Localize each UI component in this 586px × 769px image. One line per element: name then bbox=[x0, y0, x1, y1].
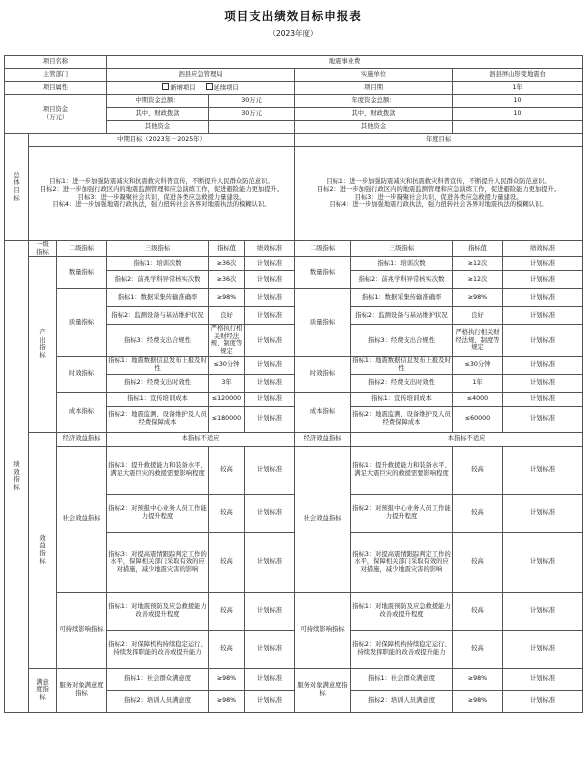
year-l2-social: 社会效益指标 bbox=[295, 446, 351, 592]
header-year-value: 指标值 bbox=[453, 241, 503, 257]
l3-row-8: 指标2：地震监测、设备维护及人员经费保障成本 bbox=[107, 406, 209, 432]
value-row-3: 良好 bbox=[209, 307, 245, 325]
l3-row-9: 本指标不适应 bbox=[107, 432, 295, 446]
standard-row-12: 计划标准 bbox=[245, 532, 295, 592]
value-mid-other bbox=[209, 121, 295, 134]
year-standard-row-14: 计划标准 bbox=[503, 630, 583, 668]
year-l2-sustainability: 可持续影响指标 bbox=[295, 592, 351, 668]
header-year-standard: 绩效标准 bbox=[503, 241, 583, 257]
standard-row-2: 计划标准 bbox=[245, 289, 295, 307]
l3-row-0: 指标1：培训次数 bbox=[107, 257, 209, 271]
header-level3: 三级指标 bbox=[107, 241, 209, 257]
year-value-row-16: ≥98% bbox=[453, 690, 503, 712]
year-value-row-11: 较高 bbox=[453, 494, 503, 532]
form-title: 项目支出绩效目标申报表 bbox=[224, 9, 362, 23]
year-standard-row-11: 计划标准 bbox=[503, 494, 583, 532]
value-mid-total: 30万元 bbox=[209, 95, 295, 108]
year-l3-row-15: 指标1：社会群众满意度 bbox=[351, 668, 453, 690]
year-l2-timeliness: 时效指标 bbox=[295, 356, 351, 392]
l2-social: 社会效益指标 bbox=[57, 446, 107, 592]
header-year-level3: 三级指标 bbox=[351, 241, 453, 257]
value-row-7: ≤120000 bbox=[209, 392, 245, 406]
value-year-other bbox=[453, 121, 583, 134]
attr-cont-label: 延续项目 bbox=[213, 84, 239, 92]
year-l3-row-9: 本指标不适应 bbox=[351, 432, 583, 446]
header-level2: 二级指标 bbox=[57, 241, 107, 257]
value-year-fiscal: 10 bbox=[453, 108, 583, 121]
header-level1: 一级 指标 bbox=[29, 241, 57, 257]
value-row-8: ≤180000 bbox=[209, 406, 245, 432]
value-row-13: 较高 bbox=[209, 592, 245, 630]
value-row-5: ≤30分钟 bbox=[209, 356, 245, 374]
value-row-4: 严格执行相关财经法规、制度等规定 bbox=[209, 325, 245, 356]
checkbox-continued[interactable] bbox=[206, 83, 213, 90]
value-impl-unit: 泗县屏山形变地震台 bbox=[453, 69, 583, 82]
value-dept: 泗县应急管理局 bbox=[107, 69, 295, 82]
l3-row-11: 指标2：对预报中心业务人员工作能力提升程度 bbox=[107, 494, 209, 532]
l3-row-2: 指标1：数据采集传输准确率 bbox=[107, 289, 209, 307]
performance-goal-table bbox=[4, 55, 583, 713]
l2-economic: 经济效益指标 bbox=[57, 432, 107, 446]
standard-row-8: 计划标准 bbox=[245, 406, 295, 432]
l3-row-15: 指标1：社会群众满意度 bbox=[107, 668, 209, 690]
value-year-total: 10 bbox=[453, 95, 583, 108]
value-row-15: ≥98% bbox=[209, 668, 245, 690]
l3-row-4: 指标3：经费支出合规性 bbox=[107, 325, 209, 356]
l3-row-13: 指标1：对地震预防及应急救援能力改善或提升程度 bbox=[107, 592, 209, 630]
year-value-row-13: 较高 bbox=[453, 592, 503, 630]
value-row-1: ≥36次 bbox=[209, 271, 245, 289]
category-output: 产 出 指 标 bbox=[29, 257, 57, 432]
year-value-row-5: ≤30分钟 bbox=[453, 356, 503, 374]
l2-sustainability: 可持续影响指标 bbox=[57, 592, 107, 668]
standard-row-4: 计划标准 bbox=[245, 325, 295, 356]
label-perf: 绩 效 指 标 bbox=[5, 241, 29, 713]
label-mid-total: 中期资金总额： bbox=[107, 95, 209, 108]
year-standard-row-3: 计划标准 bbox=[503, 307, 583, 325]
l3-row-7: 指标1：宣传培训成本 bbox=[107, 392, 209, 406]
year-standard-row-13: 计划标准 bbox=[503, 592, 583, 630]
year-value-row-7: ≤4000 bbox=[453, 392, 503, 406]
value-row-11: 较高 bbox=[209, 494, 245, 532]
year-value-row-10: 较高 bbox=[453, 446, 503, 494]
header-value: 指标值 bbox=[209, 241, 245, 257]
year-l2-quality: 质量指标 bbox=[295, 289, 351, 356]
year-l3-row-11: 指标2：对预报中心业务人员工作能力提升程度 bbox=[351, 494, 453, 532]
l3-row-14: 指标2：对保障机构持续稳定运行、持续发挥职能的改善或提升能力 bbox=[107, 630, 209, 668]
year-standard-row-5: 计划标准 bbox=[503, 356, 583, 374]
value-row-0: ≥36次 bbox=[209, 257, 245, 271]
l3-row-16: 指标2：培训人员满意度 bbox=[107, 690, 209, 712]
l2-quantity: 数量指标 bbox=[57, 257, 107, 289]
label-year-total: 年度资金总额： bbox=[295, 95, 453, 108]
label-year-goal: 年度目标 bbox=[295, 134, 583, 147]
year-l2-satisfaction: 服务对象满意度指标 bbox=[295, 668, 351, 712]
standard-row-13: 计划标准 bbox=[245, 592, 295, 630]
standard-row-1: 计划标准 bbox=[245, 271, 295, 289]
l3-row-10: 指标1：提升救援能力和装备水平、满足大震巨灾的救援需要影响程度 bbox=[107, 446, 209, 494]
year-l3-row-5: 指标1：地震数据信息发布上报及时性 bbox=[352, 357, 451, 373]
year-goal-text: 目标1：进一步加强防震减灾和抗震救灾科普宣传，不断提升人民群众防范意识。 目标2：进一步加强行政区内的地震监测管理和应急演练工作，促进避险能力更加提升。 目标3：进一步凝聚社会共识，促进各类应急救援力量建设。 目标4：进一步加强地震行政执法，强力扭转社会各界对地震执法的模糊认识。 bbox=[295, 147, 583, 241]
year-value-row-4: 严格执行相关财经法规、制度等规定 bbox=[453, 325, 503, 356]
standard-row-5: 计划标准 bbox=[245, 356, 295, 374]
l2-timeliness: 时效指标 bbox=[57, 356, 107, 392]
header-year-level2: 二级指标 bbox=[295, 241, 351, 257]
year-l2-economic: 经济效益指标 bbox=[295, 432, 351, 446]
value-row-12: 较高 bbox=[209, 532, 245, 592]
value-row-2: ≥98% bbox=[209, 289, 245, 307]
year-l3-row-12: 指标3：对提高震情跟踪判定工作的水平，保障相关部门采取有效的应对措施，减少地震灾害的影响 bbox=[351, 532, 453, 592]
label-period: 项目期 bbox=[295, 82, 453, 95]
year-l3-row-7: 指标1：宣传培训成本 bbox=[351, 392, 453, 406]
label-year-fiscal: 其中，财政拨款 bbox=[295, 108, 453, 121]
category-benefit: 效 益 指 标 bbox=[29, 432, 57, 668]
value-mid-fiscal: 30万元 bbox=[209, 108, 295, 121]
label-funds: 项目资金 （万元） bbox=[5, 95, 107, 134]
year-l2-cost: 成本指标 bbox=[295, 392, 351, 432]
label-year-other: 其他资金 bbox=[295, 121, 453, 134]
label-mid-goal: 中期目标（2023年－2025年） bbox=[29, 134, 295, 147]
year-standard-row-4: 计划标准 bbox=[503, 325, 583, 356]
mid-goal-text: 目标1：进一步加强防震减灾和抗震救灾科普宣传，不断提升人民群众防范意识。 目标2：进一步加强行政区内的地震监测管理和应急演练工作，促进避险能力更加提升。 目标3：进一步凝聚社会共识，促进各类应急救援力量建设。 目标4：进一步加强地震行政执法，强力扭转社会各界对地震执法的模糊认识。 bbox=[29, 147, 295, 241]
standard-row-14: 计划标准 bbox=[245, 630, 295, 668]
year-standard-row-0: 计划标准 bbox=[503, 257, 583, 271]
year-l3-row-0: 指标1：培训次数 bbox=[351, 257, 453, 271]
standard-row-0: 计划标准 bbox=[245, 257, 295, 271]
year-l3-row-6: 指标2：经费支出时效性 bbox=[351, 374, 453, 392]
year-value-row-0: ≥12次 bbox=[453, 257, 503, 271]
standard-row-7: 计划标准 bbox=[245, 392, 295, 406]
year-standard-row-8: 计划标准 bbox=[503, 406, 583, 432]
year-l3-row-13: 指标1：对地震预防及应急救援能力改善或提升程度 bbox=[351, 592, 453, 630]
l3-row-1: 指标2：前兆学科异常核实次数 bbox=[107, 271, 209, 289]
year-value-row-8: ≤60000 bbox=[453, 406, 503, 432]
year-l3-row-10: 指标1：提升救援能力和装备水平、满足大震巨灾的救援需要影响程度 bbox=[351, 446, 453, 494]
year-value-row-1: ≥12次 bbox=[453, 271, 503, 289]
standard-row-16: 计划标准 bbox=[245, 690, 295, 712]
year-l3-row-8: 指标2：地震监测、设备维护及人员经费保障成本 bbox=[351, 406, 453, 432]
category-satisfaction: 满意 度指 标 bbox=[29, 668, 57, 712]
year-l3-row-3: 指标2：监测设备与基站维护状况 bbox=[351, 307, 453, 325]
year-value-row-2: ≥98% bbox=[453, 289, 503, 307]
attr-checkboxes bbox=[107, 82, 295, 95]
l2-satisfaction: 服务对象满意度指标 bbox=[57, 668, 107, 712]
value-period: 1年 bbox=[453, 82, 583, 95]
label-mid-fiscal: 其中，财政拨款 bbox=[107, 108, 209, 121]
year-l3-row-1: 指标2：前兆学科异常核实次数 bbox=[351, 271, 453, 289]
standard-row-15: 计划标准 bbox=[245, 668, 295, 690]
value-row-14: 较高 bbox=[209, 630, 245, 668]
year-standard-row-12: 计划标准 bbox=[503, 532, 583, 592]
year-standard-row-2: 计划标准 bbox=[503, 289, 583, 307]
year-l3-row-2: 指标1：数据采集传输准确率 bbox=[351, 289, 453, 307]
year-l3-row-4: 指标3：经费支出合规性 bbox=[351, 325, 453, 356]
label-impl-unit: 实施单位 bbox=[295, 69, 453, 82]
year-l2-quantity: 数量指标 bbox=[295, 257, 351, 289]
year-value-row-3: 良好 bbox=[453, 307, 503, 325]
form-year: （2023年度） bbox=[268, 29, 318, 38]
year-l3-row-14: 指标2：对保障机构持续稳定运行、持续发挥职能的改善或提升能力 bbox=[351, 630, 453, 668]
checkbox-new[interactable] bbox=[162, 83, 169, 90]
label-attr: 项目属性 bbox=[5, 82, 107, 95]
value-row-6: 3年 bbox=[209, 374, 245, 392]
attr-new-label: 新增项目 bbox=[170, 84, 196, 92]
value-project-name: 地震事业费 bbox=[107, 56, 583, 69]
l2-quality: 质量指标 bbox=[57, 289, 107, 356]
year-value-row-12: 较高 bbox=[453, 532, 503, 592]
l3-row-3: 指标2：监测设备与基站维护状况 bbox=[107, 307, 209, 325]
standard-row-6: 计划标准 bbox=[245, 374, 295, 392]
value-row-16: ≥98% bbox=[209, 690, 245, 712]
value-row-10: 较高 bbox=[209, 446, 245, 494]
year-value-row-14: 较高 bbox=[453, 630, 503, 668]
year-standard-row-15: 计划标准 bbox=[503, 668, 583, 690]
l2-cost: 成本指标 bbox=[57, 392, 107, 432]
label-mid-other: 其他资金 bbox=[107, 121, 209, 134]
l3-row-6: 指标2：经费支出时效性 bbox=[107, 374, 209, 392]
year-l3-row-16: 指标2：培训人员满意度 bbox=[351, 690, 453, 712]
standard-row-3: 计划标准 bbox=[245, 307, 295, 325]
standard-row-10: 计划标准 bbox=[245, 446, 295, 494]
year-standard-row-6: 计划标准 bbox=[503, 374, 583, 392]
label-dept: 主管部门 bbox=[5, 69, 107, 82]
standard-row-11: 计划标准 bbox=[245, 494, 295, 532]
l3-row-12: 指标3：对提高震情跟踪判定工作的水平，保障相关部门采取有效的应对措施，减少地震灾害的影响 bbox=[107, 532, 209, 592]
header-standard: 绩效标准 bbox=[245, 241, 295, 257]
year-standard-row-10: 计划标准 bbox=[503, 446, 583, 494]
label-project-name: 项目名称 bbox=[5, 56, 107, 69]
year-value-row-6: 1年 bbox=[453, 374, 503, 392]
year-standard-row-7: 计划标准 bbox=[503, 392, 583, 406]
year-standard-row-1: 计划标准 bbox=[503, 271, 583, 289]
year-standard-row-16: 计划标准 bbox=[503, 690, 583, 712]
label-overall-goal: 总 体 目 标 bbox=[5, 134, 29, 241]
l3-row-5: 指标1：地震数据信息发布上报及时性 bbox=[108, 357, 207, 373]
year-value-row-15: ≥98% bbox=[453, 668, 503, 690]
